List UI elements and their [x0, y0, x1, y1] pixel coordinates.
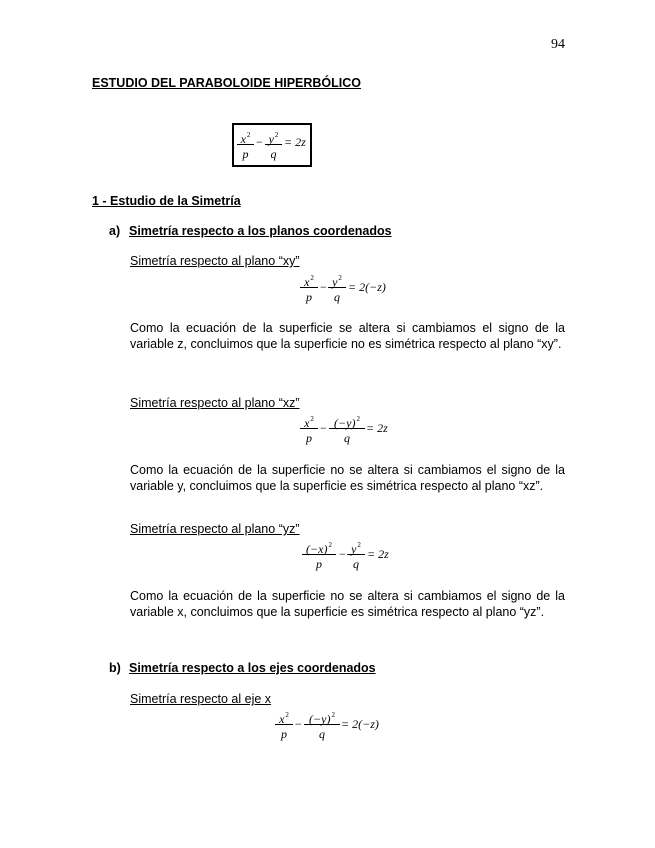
equation-axis-x: $x^2$ p − $(-y)^2$ q = 2(−z)	[275, 707, 395, 743]
section-1-heading: 1 - Estudio de la Simetría	[92, 194, 241, 208]
page-number: 94	[551, 37, 565, 52]
axis-x-label: Simetría respecto al eje x	[130, 692, 272, 706]
plane-xy-label: Simetría respecto al plano “xy”	[130, 254, 300, 268]
plane-yz-text: Como la ecuación de la superficie no se altera si cambiamos el signo de la variable x, concluimos que la superficie es simétrica respecto al plano “yz”.	[130, 589, 565, 619]
subsection-b-heading: b) Simetría respecto a los ejes coordenados	[109, 661, 376, 675]
plane-xy-text: Como la ecuación de la superficie se altera si cambiamos el signo de la variable z, concluimos que la superficie no es simétrica respecto al plano “xy”.	[130, 321, 565, 351]
page-title: ESTUDIO DEL PARABOLOIDE HIPERBÓLICO	[92, 76, 362, 90]
equation-plane-xz: $x^2$ p − $(-y)^2$ q = 2z	[300, 411, 400, 447]
subsection-a-heading: a) Simetría respecto a los planos coordenados	[109, 224, 392, 238]
plane-xz-label: Simetría respecto al plano “xz”	[130, 396, 300, 410]
equation-plane-yz: $(-x)^2$ p − $y^2$ q = 2z	[302, 537, 402, 573]
main-equation: $x^2$ p − $y^2$ q = 2z	[232, 123, 312, 167]
plane-xz-text: Como la ecuación de la superficie no se altera si cambiamos el signo de la variable y, concluimos que la superficie es simétrica respecto al plano “xz”.	[130, 463, 565, 493]
equation-plane-xy: $x^2$ p − $y^2$ q = 2(−z)	[300, 270, 400, 306]
plane-yz-label: Simetría respecto al plano “yz”	[130, 522, 300, 536]
